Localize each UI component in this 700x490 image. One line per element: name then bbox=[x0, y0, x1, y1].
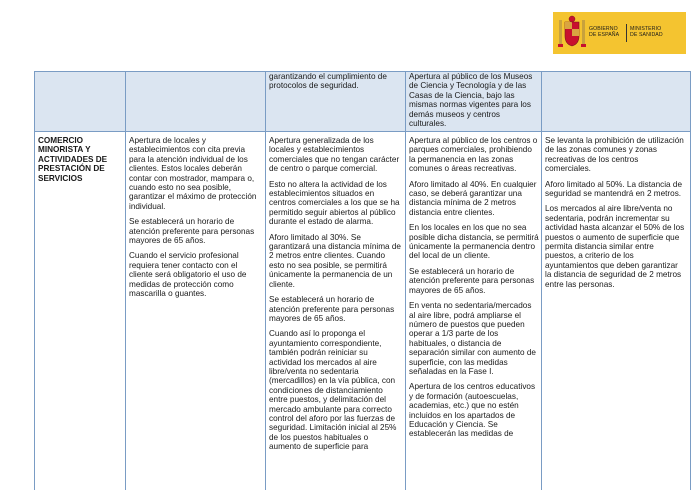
top-row-cell-phase2: Apertura al público de los Museos de Ciencia y Tecnología y de las Casas de la Ciencia, bajo las mismas normas vigentes para los demás museos y centros culturales. bbox=[409, 72, 533, 129]
cell-paragraph: Apertura al público de los centros o parques comerciales, prohibiendo la permanencia en las zonas comunes o áreas recreativas. bbox=[409, 136, 538, 174]
cell-paragraph: Se establecerá un horario de atención preferente para personas mayores de 65 años. bbox=[409, 266, 535, 295]
cell-paragraph: Los mercados al aire libre/venta no sedentaria, podrán incrementar su actividad hasta alcanzar el 50% de los puestos o aumento de superficie que permita distancia similar entre puestos, a criterio de los ayuntamientos que deben garantizar la distancia de seguridad de 2 metros entre las personas. bbox=[545, 204, 685, 289]
cell-phase1 bbox=[269, 136, 401, 458]
cell-paragraph: Aforo limitado al 30%. Se garantizará una distancia mínima de 2 metros entre clientes. Cuando esto no sea posible, se permitirá únicamente la permanencia de un cliente. bbox=[269, 232, 401, 289]
cell-phase0 bbox=[129, 136, 260, 305]
cell-paragraph: Esto no altera la actividad de los establecimientos situados en centros comerciales a los que se ha permitido seguir abiertos al público durante el estado de alarma. bbox=[269, 179, 400, 227]
logo-text-gobierno: GOBIERNO DE ESPAÑA bbox=[589, 26, 620, 38]
column-divider-1 bbox=[125, 71, 126, 490]
cell-paragraph: Se establecerá un horario de atención preferente para personas mayores de 65 años. bbox=[129, 217, 255, 246]
cell-paragraph: Aforo limitado al 40%. En cualquier caso, se deberá garantizar una distancia mínima de 2 metros distancia entre clientes. bbox=[409, 179, 537, 217]
cell-paragraph: Se levanta la prohibición de utilización de las zonas comunes y zonas recreativas de los centros comerciales. bbox=[545, 136, 684, 174]
cell-paragraph: Cuando el servicio profesional requiera tener contacto con el cliente será obligatorio el uso de medidas de protección como mascarilla o guantes. bbox=[129, 251, 247, 299]
table-border-right bbox=[690, 71, 691, 490]
cell-paragraph: En venta no sedentaria/mercados al aire libre, podrá ampliarse el número de puestos que pueden operar a 1/3 parte de los habituales, o distancia de separación similar con aumento de superficie, con las medidas señaladas en la Fase I. bbox=[409, 301, 536, 376]
table-row-divider bbox=[34, 131, 691, 132]
ministry-logo bbox=[553, 12, 693, 56]
cell-paragraph: Se establecerá un horario de atención preferente para personas mayores de 65 años. bbox=[269, 295, 395, 323]
column-divider-4 bbox=[541, 71, 542, 490]
table-border-left bbox=[34, 71, 35, 490]
cell-paragraph: Cuando así lo proponga el ayuntamiento correspondiente, también podrán reiniciar su actividad los mercados al aire libre/venta no sedentaria (mercadillos) en la vía pública, con condiciones de distanciamiento entre puestos, y delimitación del mercado ambulante para correcto control del aforo por las fuerzas de seguridad. Limitación inicial al 25% de los puestos habituales o aumento de superficie para bbox=[269, 329, 397, 452]
cell-paragraph: En los locales en los que no sea posible dicha distancia, se permitirá únicamente la permanencia dentro del local de un cliente. bbox=[409, 223, 539, 261]
row-label-comercio: COMERCIO MINORISTA Y ACTIVIDADES DE PRESTACIÓN DE SERVICIOS bbox=[38, 136, 108, 183]
column-divider-3 bbox=[405, 71, 406, 490]
cell-paragraph: Apertura de los centros educativos y de formación (autoescuelas, academias, etc.) que no estén incluidos en los apartados de Educación y Ciencia. Se establecerán las medidas de bbox=[409, 382, 536, 439]
cell-phase3 bbox=[545, 136, 685, 295]
logo-text-ministerio: MINISTERIO DE SANIDAD bbox=[630, 26, 663, 38]
cell-paragraph: Apertura de locales y establecimientos con cita previa para la atención individual de los clientes. Estos locales deberán contar con mostrador, mampara o, cuando esto no sea posible, garantizar el máximo de protección individual. bbox=[129, 136, 257, 211]
cell-paragraph: Aforo limitado al 50%. La distancia de seguridad se mantendrá en 2 metros. bbox=[545, 179, 682, 199]
top-row-cell-phase1: garantizando el cumplimiento de protocolos de seguridad. bbox=[269, 72, 387, 91]
measures-table bbox=[34, 71, 691, 490]
logo-divider bbox=[626, 24, 627, 42]
cell-phase2 bbox=[409, 136, 539, 445]
coat-of-arms-icon bbox=[557, 14, 587, 52]
column-divider-2 bbox=[265, 71, 266, 490]
cell-paragraph: Apertura generalizada de los locales y establecimientos comerciales que no tengan carácter de centro o parque comercial. bbox=[269, 136, 400, 174]
